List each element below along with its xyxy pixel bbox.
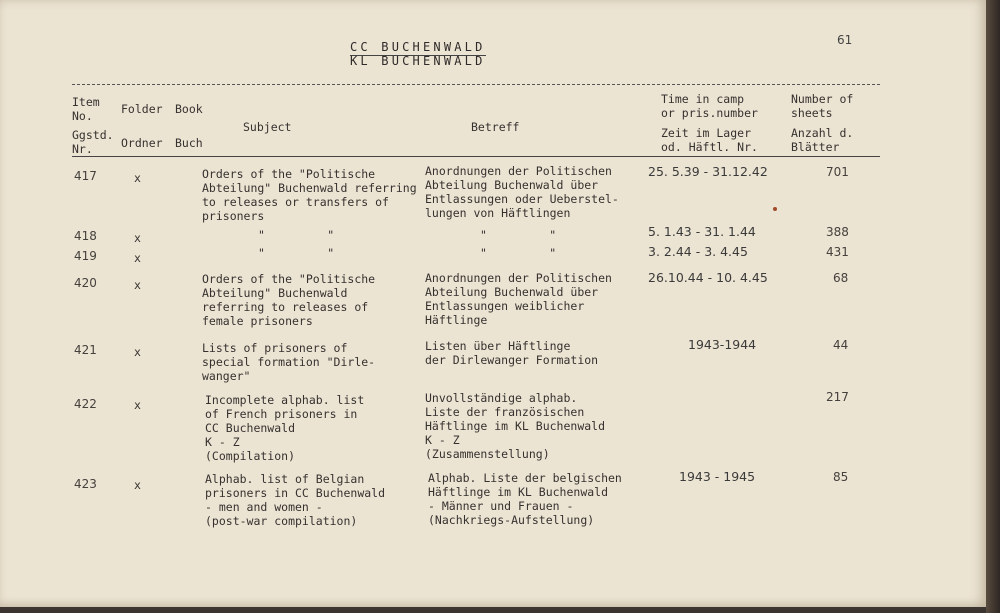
sheet-count: 217 bbox=[826, 390, 849, 404]
book-binding-edge bbox=[986, 0, 1000, 613]
sheet-count: 701 bbox=[826, 165, 849, 179]
header-time: Time in camp or pris.number bbox=[661, 92, 758, 120]
sheet-count: 44 bbox=[833, 338, 849, 352]
subject-text: Alphab. list of Belgian prisoners in CC Buchenwald - men and women - (post-war compilation) bbox=[205, 472, 386, 528]
header-sheets: Number of sheets bbox=[791, 92, 854, 120]
header-time-de: Zeit im Lager od. Häftl. Nr. bbox=[661, 126, 758, 154]
sheet-count: 85 bbox=[833, 470, 849, 484]
time-range: 1943 - 1945 bbox=[679, 469, 756, 484]
betreff-text: Alphab. Liste der belgischen Häftlinge im KL Buchenwald - Männer und Frauen - (Nachkriegs-Aufstellung) bbox=[428, 471, 622, 527]
header-top-rule bbox=[72, 84, 880, 85]
folder-mark: x bbox=[134, 231, 141, 245]
header-item-no-de: Ggstd. Nr. bbox=[72, 128, 114, 156]
header-betreff: Betreff bbox=[471, 120, 520, 134]
header-bottom-rule bbox=[72, 156, 880, 157]
folder-mark: x bbox=[134, 345, 141, 359]
betreff-text: Anordnungen der Politischen Abteilung Buchenwald über Entlassungen weiblicher Häftlinge bbox=[425, 271, 612, 327]
subject-ditto: " " bbox=[258, 246, 335, 260]
item-number: 420 bbox=[74, 276, 97, 290]
ink-spot bbox=[773, 207, 777, 211]
header-folder-de: Ordner bbox=[121, 136, 163, 150]
betreff-text: Anordnungen der Politischen Abteilung Buchenwald über Entlassungen oder Ueberstel- lungen von Häftlingen bbox=[425, 164, 619, 220]
item-number: 421 bbox=[74, 343, 97, 357]
betreff-ditto: " " bbox=[480, 246, 557, 260]
item-number: 419 bbox=[74, 249, 97, 263]
header-item-no: Item No. bbox=[72, 95, 100, 123]
subject-text: Lists of prisoners of special formation "Dirle- wanger" bbox=[202, 341, 376, 383]
time-range: 5. 1.43 - 31. 1.44 bbox=[648, 224, 756, 239]
time-range: 26.10.44 - 10. 4.45 bbox=[648, 270, 768, 285]
item-number: 418 bbox=[74, 229, 97, 243]
sheet-count: 68 bbox=[833, 271, 849, 285]
folder-mark: x bbox=[134, 398, 141, 412]
folder-mark: x bbox=[134, 171, 141, 185]
sheet-count: 431 bbox=[826, 245, 849, 259]
time-range: 1943-1944 bbox=[688, 337, 757, 352]
item-number: 423 bbox=[74, 477, 97, 491]
header-book: Book bbox=[175, 102, 203, 116]
subject-text: Orders of the "Politische Abteilung" Buchenwald referring to releases or transfers of prisoners bbox=[202, 167, 417, 223]
header-folder: Folder bbox=[121, 102, 163, 116]
page-number: 61 bbox=[837, 33, 853, 47]
folder-mark: x bbox=[134, 278, 141, 292]
item-number: 422 bbox=[74, 397, 97, 411]
header-sheets-de: Anzahl d. Blätter bbox=[791, 126, 854, 154]
subject-ditto: " " bbox=[258, 228, 335, 242]
header-subject: Subject bbox=[243, 120, 292, 134]
title-english: CC BUCHENWALD bbox=[350, 40, 486, 54]
folder-mark: x bbox=[134, 478, 141, 492]
header-book-de: Buch bbox=[175, 136, 203, 150]
sheet-count: 388 bbox=[826, 225, 849, 239]
subject-text: Orders of the "Politische Abteilung" Buchenwald referring to releases of female prisoners bbox=[202, 272, 376, 328]
betreff-text: Unvollständige alphab. Liste der französischen Häftlinge im KL Buchenwald K - Z (Zusammenstellung) bbox=[425, 391, 606, 461]
time-range: 3. 2.44 - 3. 4.45 bbox=[648, 244, 748, 259]
time-range: 25. 5.39 - 31.12.42 bbox=[648, 164, 768, 179]
betreff-ditto: " " bbox=[480, 228, 557, 242]
folder-mark: x bbox=[134, 251, 141, 265]
subject-text: Incomplete alphab. list of French prisoners in CC Buchenwald K - Z (Compilation) bbox=[205, 393, 365, 463]
betreff-text: Listen über Häftlinge der Dirlewanger Formation bbox=[425, 339, 599, 367]
item-number: 417 bbox=[74, 169, 97, 183]
title-german: KL BUCHENWALD bbox=[350, 54, 486, 68]
